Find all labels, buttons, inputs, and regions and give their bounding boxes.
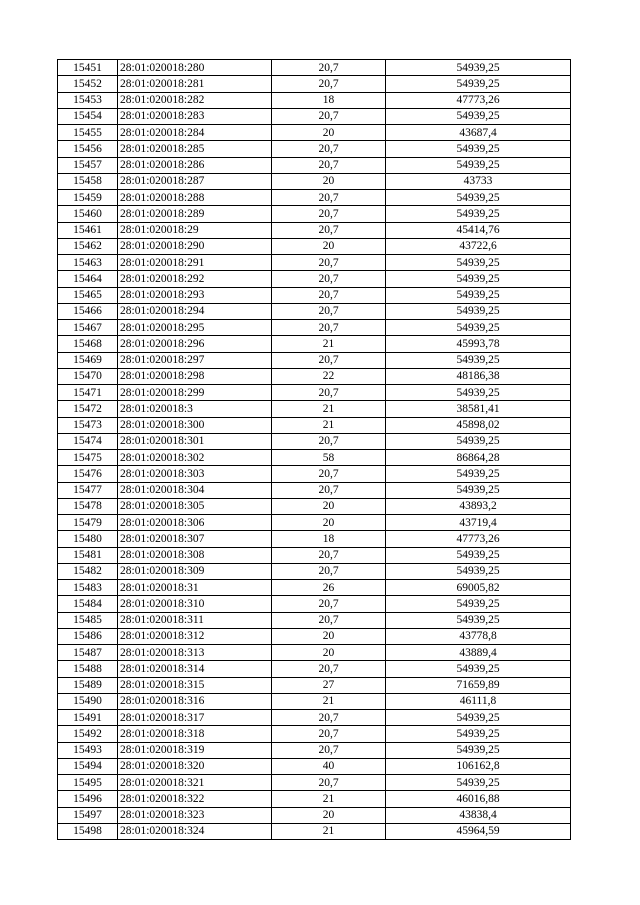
- row-number-cell: 15452: [58, 76, 118, 92]
- area-cell: 20,7: [272, 466, 386, 482]
- row-number-cell: 15475: [58, 450, 118, 466]
- value-cell: 54939,25: [386, 775, 571, 791]
- table-row: [58, 645, 571, 661]
- cadastral-number-cell: 28:01:020018:307: [118, 531, 272, 547]
- table-row: [58, 385, 571, 401]
- value-cell: 54939,25: [386, 433, 571, 449]
- table-row: [58, 190, 571, 206]
- table-row: [58, 173, 571, 189]
- row-number-cell: 15489: [58, 677, 118, 693]
- value-cell: 106162,8: [386, 758, 571, 774]
- cadastral-number-cell: 28:01:020018:317: [118, 710, 272, 726]
- cadastral-number-cell: 28:01:020018:293: [118, 287, 272, 303]
- row-number-cell: 15494: [58, 758, 118, 774]
- row-number-cell: 15462: [58, 238, 118, 254]
- cadastral-number-cell: 28:01:020018:289: [118, 206, 272, 222]
- cadastral-number-cell: 28:01:020018:3: [118, 401, 272, 417]
- row-number-cell: 15487: [58, 645, 118, 661]
- table-row: [58, 596, 571, 612]
- value-cell: 45993,78: [386, 336, 571, 352]
- value-cell: 45898,02: [386, 417, 571, 433]
- cadastral-number-cell: 28:01:020018:296: [118, 336, 272, 352]
- cadastral-number-cell: 28:01:020018:288: [118, 190, 272, 206]
- area-cell: 21: [272, 336, 386, 352]
- area-cell: 27: [272, 677, 386, 693]
- cadastral-number-cell: 28:01:020018:299: [118, 385, 272, 401]
- table-row: [58, 336, 571, 352]
- table-row: [58, 287, 571, 303]
- table-row: [58, 677, 571, 693]
- area-cell: 20,7: [272, 141, 386, 157]
- cadastral-number-cell: 28:01:020018:291: [118, 255, 272, 271]
- table-row: [58, 157, 571, 173]
- row-number-cell: 15454: [58, 108, 118, 124]
- area-cell: 20,7: [272, 320, 386, 336]
- value-cell: 54939,25: [386, 661, 571, 677]
- area-cell: 20,7: [272, 433, 386, 449]
- cadastral-number-cell: 28:01:020018:285: [118, 141, 272, 157]
- row-number-cell: 15482: [58, 563, 118, 579]
- area-cell: 21: [272, 823, 386, 839]
- cadastral-number-cell: 28:01:020018:308: [118, 547, 272, 563]
- row-number-cell: 15486: [58, 628, 118, 644]
- row-number-cell: 15474: [58, 433, 118, 449]
- cadastral-number-cell: 28:01:020018:292: [118, 271, 272, 287]
- value-cell: 54939,25: [386, 726, 571, 742]
- row-number-cell: 15493: [58, 742, 118, 758]
- table-row: [58, 352, 571, 368]
- table-row: [58, 92, 571, 108]
- area-cell: 20,7: [272, 271, 386, 287]
- value-cell: 54939,25: [386, 303, 571, 319]
- area-cell: 20,7: [272, 206, 386, 222]
- cadastral-number-cell: 28:01:020018:297: [118, 352, 272, 368]
- area-cell: 21: [272, 693, 386, 709]
- table-row: [58, 401, 571, 417]
- value-cell: 54939,25: [386, 320, 571, 336]
- value-cell: 47773,26: [386, 531, 571, 547]
- area-cell: 20,7: [272, 775, 386, 791]
- table-row: [58, 450, 571, 466]
- cadastral-number-cell: 28:01:020018:287: [118, 173, 272, 189]
- table-row: [58, 807, 571, 823]
- row-number-cell: 15485: [58, 612, 118, 628]
- value-cell: 54939,25: [386, 190, 571, 206]
- area-cell: 20,7: [272, 563, 386, 579]
- area-cell: 20,7: [272, 222, 386, 238]
- cadastral-number-cell: 28:01:020018:309: [118, 563, 272, 579]
- value-cell: 54939,25: [386, 157, 571, 173]
- value-cell: 43722,6: [386, 238, 571, 254]
- area-cell: 20,7: [272, 710, 386, 726]
- area-cell: 20,7: [272, 190, 386, 206]
- value-cell: 54939,25: [386, 596, 571, 612]
- table-row: [58, 612, 571, 628]
- cadastral-number-cell: 28:01:020018:312: [118, 628, 272, 644]
- row-number-cell: 15476: [58, 466, 118, 482]
- table-row: [58, 108, 571, 124]
- table-row: [58, 742, 571, 758]
- table-row: [58, 710, 571, 726]
- table-row: [58, 563, 571, 579]
- row-number-cell: 15498: [58, 823, 118, 839]
- cadastral-number-cell: 28:01:020018:323: [118, 807, 272, 823]
- area-cell: 21: [272, 791, 386, 807]
- row-number-cell: 15471: [58, 385, 118, 401]
- row-number-cell: 15497: [58, 807, 118, 823]
- area-cell: 26: [272, 580, 386, 596]
- cadastral-table-body: [58, 60, 571, 840]
- cadastral-number-cell: 28:01:020018:286: [118, 157, 272, 173]
- area-cell: 20,7: [272, 157, 386, 173]
- cadastral-number-cell: 28:01:020018:280: [118, 60, 272, 76]
- row-number-cell: 15451: [58, 60, 118, 76]
- table-row: [58, 580, 571, 596]
- area-cell: 20,7: [272, 482, 386, 498]
- table-row: [58, 206, 571, 222]
- value-cell: 43889,4: [386, 645, 571, 661]
- value-cell: 54939,25: [386, 76, 571, 92]
- cadastral-number-cell: 28:01:020018:313: [118, 645, 272, 661]
- value-cell: 54939,25: [386, 482, 571, 498]
- value-cell: 54939,25: [386, 60, 571, 76]
- value-cell: 43733: [386, 173, 571, 189]
- value-cell: 54939,25: [386, 466, 571, 482]
- row-number-cell: 15465: [58, 287, 118, 303]
- row-number-cell: 15488: [58, 661, 118, 677]
- row-number-cell: 15460: [58, 206, 118, 222]
- area-cell: 20,7: [272, 742, 386, 758]
- value-cell: 54939,25: [386, 287, 571, 303]
- row-number-cell: 15490: [58, 693, 118, 709]
- row-number-cell: 15472: [58, 401, 118, 417]
- table-row: [58, 693, 571, 709]
- area-cell: 20,7: [272, 352, 386, 368]
- table-row: [58, 368, 571, 384]
- value-cell: 54939,25: [386, 385, 571, 401]
- value-cell: 54939,25: [386, 255, 571, 271]
- row-number-cell: 15477: [58, 482, 118, 498]
- row-number-cell: 15463: [58, 255, 118, 271]
- value-cell: 54939,25: [386, 547, 571, 563]
- cadastral-number-cell: 28:01:020018:295: [118, 320, 272, 336]
- table-row: [58, 823, 571, 839]
- table-row: [58, 515, 571, 531]
- cadastral-number-cell: 28:01:020018:316: [118, 693, 272, 709]
- row-number-cell: 15483: [58, 580, 118, 596]
- table-row: [58, 238, 571, 254]
- cadastral-number-cell: 28:01:020018:304: [118, 482, 272, 498]
- row-number-cell: 15466: [58, 303, 118, 319]
- area-cell: 58: [272, 450, 386, 466]
- table-row: [58, 125, 571, 141]
- row-number-cell: 15478: [58, 498, 118, 514]
- cadastral-number-cell: 28:01:020018:298: [118, 368, 272, 384]
- value-cell: 46016,88: [386, 791, 571, 807]
- cadastral-number-cell: 28:01:020018:284: [118, 125, 272, 141]
- value-cell: 45414,76: [386, 222, 571, 238]
- area-cell: 20,7: [272, 726, 386, 742]
- table-row: [58, 791, 571, 807]
- value-cell: 43893,2: [386, 498, 571, 514]
- table-row: [58, 320, 571, 336]
- area-cell: 22: [272, 368, 386, 384]
- area-cell: 20,7: [272, 60, 386, 76]
- table-row: [58, 303, 571, 319]
- table-row: [58, 498, 571, 514]
- table-row: [58, 726, 571, 742]
- area-cell: 20: [272, 628, 386, 644]
- value-cell: 71659,89: [386, 677, 571, 693]
- table-row: [58, 661, 571, 677]
- table-row: [58, 466, 571, 482]
- area-cell: 20: [272, 807, 386, 823]
- row-number-cell: 15484: [58, 596, 118, 612]
- area-cell: 20: [272, 498, 386, 514]
- value-cell: 86864,28: [386, 450, 571, 466]
- cadastral-number-cell: 28:01:020018:306: [118, 515, 272, 531]
- area-cell: 20,7: [272, 108, 386, 124]
- cadastral-number-cell: 28:01:020018:311: [118, 612, 272, 628]
- value-cell: 69005,82: [386, 580, 571, 596]
- area-cell: 20,7: [272, 303, 386, 319]
- table-row: [58, 628, 571, 644]
- area-cell: 21: [272, 417, 386, 433]
- area-cell: 20: [272, 125, 386, 141]
- area-cell: 20,7: [272, 661, 386, 677]
- table-row: [58, 255, 571, 271]
- value-cell: 54939,25: [386, 742, 571, 758]
- area-cell: 40: [272, 758, 386, 774]
- table-row: [58, 758, 571, 774]
- area-cell: 20: [272, 515, 386, 531]
- table-row: [58, 775, 571, 791]
- cadastral-number-cell: 28:01:020018:301: [118, 433, 272, 449]
- cadastral-number-cell: 28:01:020018:302: [118, 450, 272, 466]
- area-cell: 20: [272, 173, 386, 189]
- cadastral-number-cell: 28:01:020018:321: [118, 775, 272, 791]
- value-cell: 54939,25: [386, 206, 571, 222]
- value-cell: 46111,8: [386, 693, 571, 709]
- cadastral-number-cell: 28:01:020018:305: [118, 498, 272, 514]
- area-cell: 20: [272, 238, 386, 254]
- row-number-cell: 15457: [58, 157, 118, 173]
- row-number-cell: 15495: [58, 775, 118, 791]
- area-cell: 20,7: [272, 255, 386, 271]
- cadastral-number-cell: 28:01:020018:303: [118, 466, 272, 482]
- cadastral-number-cell: 28:01:020018:320: [118, 758, 272, 774]
- table-row: [58, 76, 571, 92]
- row-number-cell: 15461: [58, 222, 118, 238]
- table-row: [58, 222, 571, 238]
- cadastral-number-cell: 28:01:020018:281: [118, 76, 272, 92]
- value-cell: 45964,59: [386, 823, 571, 839]
- area-cell: 20,7: [272, 76, 386, 92]
- area-cell: 20,7: [272, 287, 386, 303]
- row-number-cell: 15491: [58, 710, 118, 726]
- row-number-cell: 15455: [58, 125, 118, 141]
- table-row: [58, 547, 571, 563]
- cadastral-number-cell: 28:01:020018:29: [118, 222, 272, 238]
- value-cell: 38581,41: [386, 401, 571, 417]
- value-cell: 43778,8: [386, 628, 571, 644]
- area-cell: 21: [272, 401, 386, 417]
- table-row: [58, 482, 571, 498]
- cadastral-number-cell: 28:01:020018:310: [118, 596, 272, 612]
- cadastral-number-cell: 28:01:020018:290: [118, 238, 272, 254]
- row-number-cell: 15473: [58, 417, 118, 433]
- cadastral-number-cell: 28:01:020018:314: [118, 661, 272, 677]
- row-number-cell: 15479: [58, 515, 118, 531]
- cadastral-number-cell: 28:01:020018:324: [118, 823, 272, 839]
- row-number-cell: 15467: [58, 320, 118, 336]
- row-number-cell: 15456: [58, 141, 118, 157]
- row-number-cell: 15459: [58, 190, 118, 206]
- cadastral-number-cell: 28:01:020018:319: [118, 742, 272, 758]
- cadastral-number-cell: 28:01:020018:300: [118, 417, 272, 433]
- row-number-cell: 15469: [58, 352, 118, 368]
- cadastral-number-cell: 28:01:020018:283: [118, 108, 272, 124]
- value-cell: 48186,38: [386, 368, 571, 384]
- value-cell: 54939,25: [386, 710, 571, 726]
- row-number-cell: 15464: [58, 271, 118, 287]
- table-row: [58, 141, 571, 157]
- value-cell: 43719,4: [386, 515, 571, 531]
- row-number-cell: 15480: [58, 531, 118, 547]
- row-number-cell: 15468: [58, 336, 118, 352]
- area-cell: 20: [272, 645, 386, 661]
- value-cell: 54939,25: [386, 352, 571, 368]
- cadastral-number-cell: 28:01:020018:322: [118, 791, 272, 807]
- area-cell: 18: [272, 92, 386, 108]
- table-row: [58, 531, 571, 547]
- row-number-cell: 15458: [58, 173, 118, 189]
- row-number-cell: 15481: [58, 547, 118, 563]
- row-number-cell: 15492: [58, 726, 118, 742]
- cadastral-number-cell: 28:01:020018:318: [118, 726, 272, 742]
- area-cell: 18: [272, 531, 386, 547]
- row-number-cell: 15453: [58, 92, 118, 108]
- cadastral-number-cell: 28:01:020018:294: [118, 303, 272, 319]
- value-cell: 54939,25: [386, 141, 571, 157]
- cadastral-number-cell: 28:01:020018:282: [118, 92, 272, 108]
- table-row: [58, 417, 571, 433]
- area-cell: 20,7: [272, 596, 386, 612]
- value-cell: 54939,25: [386, 612, 571, 628]
- value-cell: 43838,4: [386, 807, 571, 823]
- area-cell: 20,7: [272, 385, 386, 401]
- value-cell: 43687,4: [386, 125, 571, 141]
- area-cell: 20,7: [272, 547, 386, 563]
- value-cell: 54939,25: [386, 271, 571, 287]
- table-row: [58, 433, 571, 449]
- row-number-cell: 15470: [58, 368, 118, 384]
- value-cell: 54939,25: [386, 108, 571, 124]
- area-cell: 20,7: [272, 612, 386, 628]
- table-row: [58, 60, 571, 76]
- cadastral-table: [57, 59, 571, 840]
- value-cell: 47773,26: [386, 92, 571, 108]
- table-row: [58, 271, 571, 287]
- cadastral-number-cell: 28:01:020018:315: [118, 677, 272, 693]
- value-cell: 54939,25: [386, 563, 571, 579]
- cadastral-number-cell: 28:01:020018:31: [118, 580, 272, 596]
- row-number-cell: 15496: [58, 791, 118, 807]
